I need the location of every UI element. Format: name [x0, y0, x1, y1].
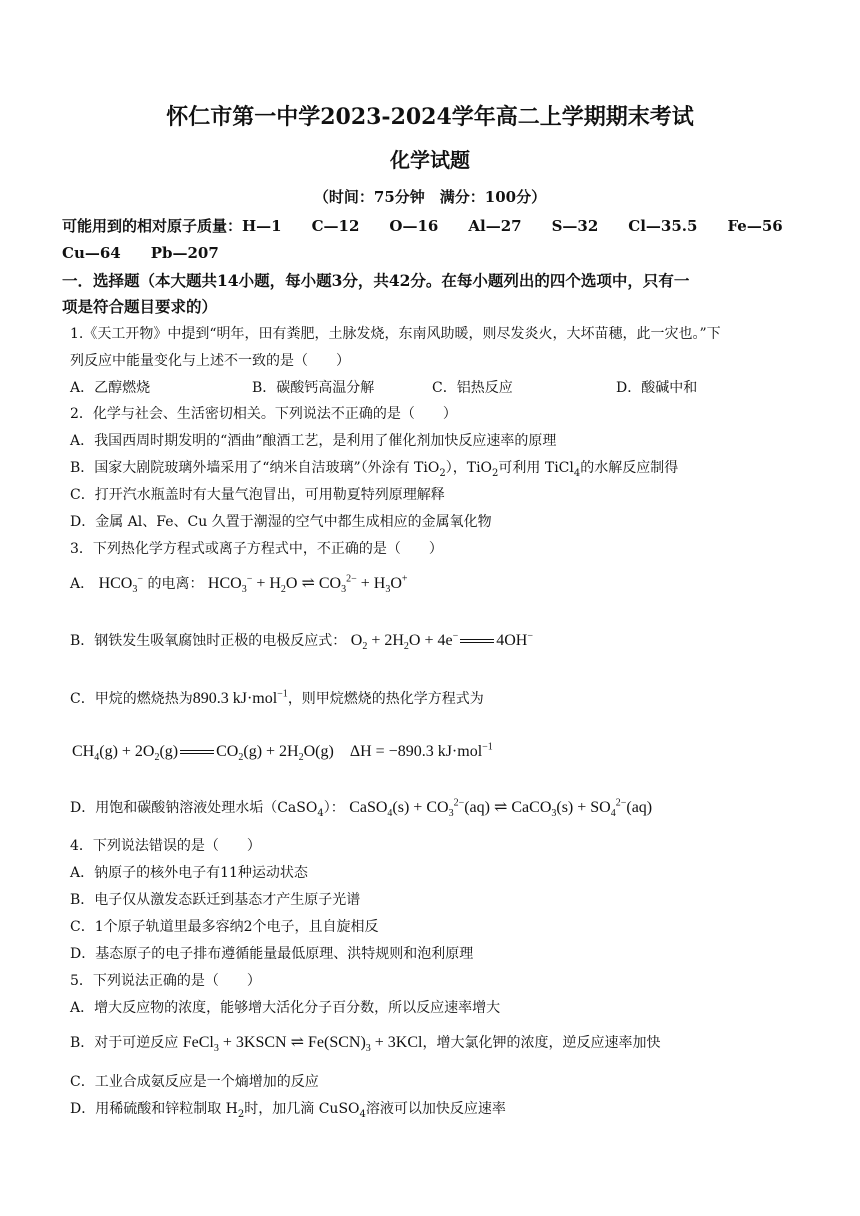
q1-stem-line-1: 1.《天工开物》中提到“明年，田有粪肥，土脉发烧，东南风助暖，则尽发炎火，大坏苗穗，此一灾也。”下 [70, 326, 721, 342]
q3-option-a: A． $HCO_3^-$ 的电离： $HCO_3^- + H_2O$ ⇌ $CO_3^{2-} + H_3O^+$ [70, 573, 408, 596]
q3-methane-equation: $CH_4(g) + 2O_2(g) CO_2(g) + 2H_2O(g)$ ΔH = −890.3 kJ·mol$^{-1}$ [72, 741, 493, 764]
q2-option-b: B．国家大剧院玻璃外墙采用了“纳米自洁玻璃”（外涂有 TiO$_2$），TiO$_2$可利用 TiCl$_4$的水解反应制得 [70, 460, 679, 479]
q3-option-d: D．用饱和碳酸钠溶液处理水垢（CaSO$_4$）： CaSO$_4$(s) + $CO_3^{2-}(aq)$ ⇌ CaCO$_3$(s) + $SO_4^{2-}(aq)$ [70, 797, 653, 820]
q2-option-a: A．我国西周时期发明的“酒曲”酿酒工艺，是利用了催化剂加快反应速率的原理 [70, 433, 557, 449]
q2-option-c: C．打开汽水瓶盖时有大量气泡冒出，可用勒夏特列原理解释 [70, 487, 445, 503]
q5-stem: 5．下列说法正确的是（ ） [70, 973, 261, 989]
section-heading-line-2: 项是符合题目要求的） [62, 297, 218, 316]
exam-title: 怀仁市第一中学2023-2024学年高二上学期期末考试 [166, 104, 694, 130]
q4-option-c: C．1个原子轨道里最多容纳2个电子，且自旋相反 [70, 919, 379, 935]
exam-subtitle: 化学试题 [390, 148, 470, 172]
q1-option-b: B．碳酸钙高温分解 [252, 380, 375, 396]
q5-option-b: B．对于可逆反应 FeCl$_3$ + 3KSCN ⇌ $Fe(SCN)_3 + 3KCl$，增大氯化钾的浓度，逆反应速率加快 [70, 1034, 661, 1055]
q1-option-d: D．酸碱中和 [616, 380, 698, 396]
q5-option-c: C．工业合成氨反应是一个熵增加的反应 [70, 1074, 319, 1090]
q3-option-b: B．钢铁发生吸氧腐蚀时正极的电极反应式： $O_2 + 2H_2O + 4e^-$ 4OH− [70, 630, 533, 653]
q1-option-c: C．铝热反应 [432, 380, 513, 396]
section-heading-line-1: 一．选择题（本大题共14小题，每小题3分，共42分。在每小题列出的四个选项中，只有一 [62, 271, 690, 290]
q4-stem: 4．下列说法错误的是（ ） [70, 838, 261, 854]
time-info: （时间：75分钟 满分：100分） [313, 188, 547, 206]
q2-stem: 2．化学与社会、生活密切相关。下列说法不正确的是（ ） [70, 406, 457, 422]
q5-option-a: A．增大反应物的浓度，能够增大活化分子百分数，所以反应速率增大 [70, 1000, 501, 1016]
q1-option-a: A．乙醇燃烧 [70, 380, 151, 396]
q4-option-a: A．钠原子的核外电子有11种运动状态 [70, 865, 308, 881]
q3-option-c: C．甲烷的燃烧热为890.3 kJ·mol$^{-1}$，则甲烷燃烧的热化学方程式为 [70, 688, 484, 707]
q1-stem-line-2: 列反应中能量变化与上述不一致的是（ ） [70, 353, 350, 369]
atomic-mass-line-1: 可能用到的相对原子质量：H—1 C—12 O—16 Al—27 S—32 Cl—35.5 Fe—56 [62, 217, 783, 235]
q3-stem: 3．下列热化学方程式或离子方程式中，不正确的是（ ） [70, 541, 443, 557]
atomic-mass-line-2: Cu—64 Pb—207 [62, 244, 219, 262]
q2-option-d: D．金属 Al、Fe、Cu 久置于潮湿的空气中都生成相应的金属氧化物 [70, 514, 492, 530]
q4-option-b: B．电子仅从激发态跃迁到基态才产生原子光谱 [70, 892, 361, 908]
q5-option-d: D．用稀硫酸和锌粒制取 $H_2$时，加几滴 CuSO$_4$溶液可以加快反应速率 [70, 1101, 506, 1120]
q4-option-d: D．基态原子的电子排布遵循能量最低原理、洪特规则和泡利原理 [70, 946, 474, 962]
